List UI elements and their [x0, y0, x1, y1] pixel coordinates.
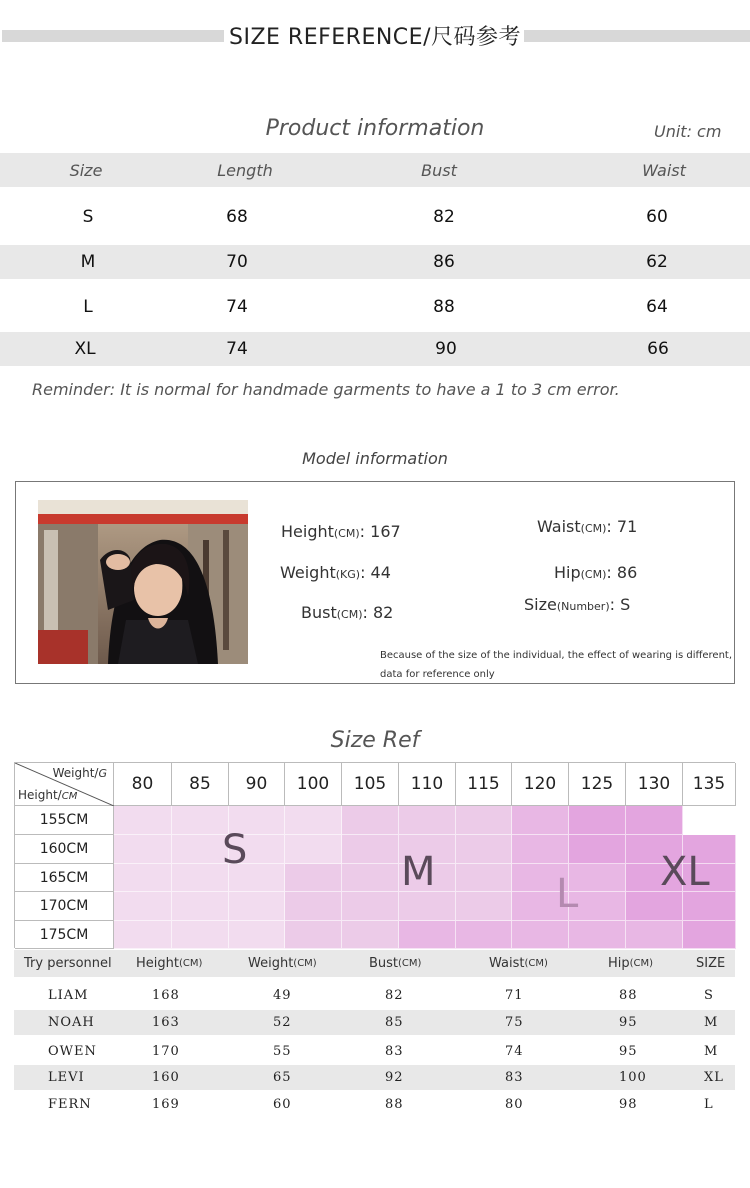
product-info-title: Product information — [265, 116, 485, 141]
model-note-line2: data for reference only — [380, 669, 495, 680]
size-cell — [342, 835, 399, 864]
size-cell — [512, 835, 569, 864]
cell-waist: 62 — [646, 252, 668, 272]
weight-header: 100 — [285, 763, 342, 806]
size-cell — [172, 835, 229, 864]
weight-header: 90 — [229, 763, 285, 806]
cell-length: 74 — [226, 297, 248, 317]
model-bust — [301, 603, 393, 622]
size-ref-grid — [14, 762, 735, 948]
cell-size: L — [83, 297, 93, 317]
model-hip-unit: (CM) — [580, 568, 607, 581]
tp-cell: 169 — [152, 1097, 180, 1112]
model-note-line1: Because of the size of the individual, the effect of wearing is different, — [380, 650, 733, 661]
product-table-header — [0, 153, 750, 187]
model-hip-label: Hip — [554, 563, 581, 582]
cell-length: 74 — [226, 339, 248, 359]
size-cell — [683, 892, 736, 921]
zone-letter-xl: XL — [660, 849, 710, 895]
tp-cell: XL — [704, 1070, 724, 1085]
tp-cell: S — [704, 988, 714, 1003]
tp-cell: 80 — [505, 1097, 524, 1112]
tp-cell: 100 — [619, 1070, 647, 1085]
tp-cell: 95 — [619, 1015, 638, 1030]
size-cell — [399, 892, 456, 921]
cell-bust: 86 — [433, 252, 455, 272]
size-cell — [456, 806, 512, 835]
tp-cell: LIAM — [48, 988, 89, 1003]
grid-corner — [15, 763, 114, 806]
tp-cell: 55 — [273, 1044, 292, 1059]
model-size-label: Size — [524, 595, 557, 614]
tp-header-unit: (CM) — [178, 958, 203, 969]
tp-header-cell — [608, 950, 653, 977]
height-label: 160CM — [15, 835, 114, 864]
tp-header-cell — [489, 950, 548, 977]
tp-header-unit: (CM) — [629, 958, 654, 969]
weight-header: 110 — [399, 763, 456, 806]
tp-cell: 83 — [385, 1044, 404, 1059]
size-cell — [626, 892, 683, 921]
cell-bust: 90 — [435, 339, 457, 359]
tp-header-unit: (CM) — [524, 958, 548, 969]
corner-weight-text: Weight — [52, 766, 95, 780]
tp-header-cell — [696, 950, 725, 977]
tp-cell: 92 — [385, 1070, 404, 1085]
size-cell — [285, 921, 342, 949]
table-row — [0, 245, 750, 279]
size-cell — [569, 921, 626, 949]
size-cell — [399, 921, 456, 949]
height-label: 170CM — [15, 892, 114, 921]
table-row — [14, 1010, 735, 1035]
col-length: Length — [217, 160, 273, 180]
table-row — [14, 1065, 735, 1090]
size-cell — [229, 921, 285, 949]
size-cell — [114, 864, 172, 892]
size-cell — [456, 921, 512, 949]
cell-size: S — [82, 207, 94, 227]
cell-size: M — [80, 252, 96, 272]
size-cell — [114, 921, 172, 949]
tp-header-cell — [24, 950, 112, 977]
model-weight-label: Weight — [280, 563, 336, 582]
tp-header-cell — [248, 950, 317, 977]
size-cell — [285, 892, 342, 921]
tp-header-label: Try personnel — [24, 956, 112, 971]
cell-waist: 66 — [647, 339, 669, 359]
table-row — [14, 1039, 735, 1064]
size-cell — [285, 806, 342, 835]
corner-height-text: Height — [18, 788, 58, 802]
model-size-unit: (Number) — [556, 600, 610, 613]
weight-header: 85 — [172, 763, 229, 806]
tp-cell: L — [704, 1097, 714, 1112]
tp-header-label: Height — [136, 956, 179, 971]
tp-header-cell — [136, 950, 202, 977]
weight-header: 130 — [626, 763, 683, 806]
tp-cell: 170 — [152, 1044, 180, 1059]
table-row — [0, 200, 750, 234]
size-cell — [456, 892, 512, 921]
corner-height-label: Height/CM — [18, 788, 78, 802]
model-bust-label: Bust — [301, 603, 337, 622]
model-weight — [280, 563, 391, 582]
model-waist — [537, 517, 637, 536]
cell-length: 68 — [226, 207, 248, 227]
model-height-label: Height — [281, 522, 334, 541]
size-cell — [172, 921, 229, 949]
tp-cell: 49 — [273, 988, 292, 1003]
size-ref-title: Size Ref — [330, 728, 420, 753]
model-size — [524, 595, 630, 614]
size-cell — [342, 921, 399, 949]
tp-cell: 163 — [152, 1015, 180, 1030]
model-waist-label: Waist — [537, 517, 581, 536]
model-bust-value: : 82 — [362, 603, 394, 622]
size-cell — [683, 921, 736, 949]
size-cell — [569, 806, 626, 835]
model-height-unit: (CM) — [333, 527, 360, 540]
model-waist-unit: (CM) — [580, 522, 607, 535]
model-hip-value: : 86 — [606, 563, 638, 582]
size-cell — [172, 892, 229, 921]
weight-header: 125 — [569, 763, 626, 806]
size-cell — [114, 835, 172, 864]
size-cell — [172, 864, 229, 892]
tp-cell: 160 — [152, 1070, 180, 1085]
tp-cell: 52 — [273, 1015, 292, 1030]
size-cell — [285, 835, 342, 864]
size-cell — [456, 835, 512, 864]
model-weight-unit: (KG) — [335, 568, 361, 581]
tp-header-label: Hip — [608, 956, 630, 971]
col-waist: Waist — [642, 160, 686, 180]
corner-height-unit: CM — [61, 791, 78, 802]
tp-cell: 65 — [273, 1070, 292, 1085]
tp-cell: LEVI — [48, 1070, 85, 1085]
size-cell — [342, 806, 399, 835]
cell-size: XL — [74, 339, 96, 359]
zone-letter-l: L — [556, 871, 579, 917]
weight-header: 105 — [342, 763, 399, 806]
tp-cell: 83 — [505, 1070, 524, 1085]
zone-letter-m: M — [401, 849, 436, 895]
size-cell — [683, 806, 736, 835]
model-weight-value: : 44 — [360, 563, 391, 582]
size-cell — [342, 864, 399, 892]
height-label: 165CM — [15, 864, 114, 892]
cell-length: 70 — [226, 252, 248, 272]
unit-label: Unit: cm — [654, 122, 722, 141]
size-cell — [342, 892, 399, 921]
tp-cell: 168 — [152, 988, 180, 1003]
table-row — [14, 983, 735, 1008]
tp-cell: M — [704, 1015, 719, 1030]
tp-cell: 88 — [385, 1097, 404, 1112]
model-bust-unit: (CM) — [336, 608, 363, 621]
weight-header: 80 — [114, 763, 172, 806]
tp-cell: 88 — [619, 988, 638, 1003]
size-cell — [569, 835, 626, 864]
zone-letter-s: S — [222, 827, 248, 873]
size-cell — [399, 806, 456, 835]
model-waist-value: : 71 — [606, 517, 638, 536]
tp-header-unit: (CM) — [293, 958, 317, 969]
model-photo — [38, 500, 248, 664]
height-label: 155CM — [15, 806, 114, 835]
size-cell — [114, 892, 172, 921]
model-height — [281, 522, 401, 541]
tp-header-label: Weight — [248, 956, 294, 971]
try-personnel-header — [14, 950, 735, 977]
tp-cell: FERN — [48, 1097, 92, 1112]
model-height-value: : 167 — [359, 522, 401, 541]
corner-weight-unit: G — [98, 767, 107, 780]
tp-cell: 75 — [505, 1015, 524, 1030]
tp-header-cell — [369, 950, 421, 977]
cell-waist: 60 — [646, 207, 668, 227]
tp-header-label: Bust — [369, 956, 399, 971]
tp-header-label: Waist — [489, 956, 525, 971]
tp-header-unit: (CM) — [398, 958, 422, 969]
reminder-text: Reminder: It is normal for handmade garments to have a 1 to 3 cm error. — [32, 380, 620, 399]
tp-cell: 98 — [619, 1097, 638, 1112]
model-info-title: Model information — [302, 449, 448, 468]
size-cell — [626, 921, 683, 949]
tp-header-label: SIZE — [696, 956, 726, 971]
header-line-left — [2, 30, 224, 42]
header-line-right — [524, 30, 750, 42]
size-cell — [114, 806, 172, 835]
height-label: 175CM — [15, 921, 114, 949]
weight-header: 120 — [512, 763, 569, 806]
tp-cell: 95 — [619, 1044, 638, 1059]
table-row — [14, 1092, 735, 1117]
model-hip — [554, 563, 637, 582]
tp-cell: 74 — [505, 1044, 524, 1059]
cell-bust: 88 — [433, 297, 455, 317]
weight-header: 115 — [456, 763, 512, 806]
size-cell — [285, 864, 342, 892]
weight-header: 135 — [683, 763, 736, 806]
cell-waist: 64 — [646, 297, 668, 317]
col-bust: Bust — [421, 160, 457, 180]
size-cell — [512, 806, 569, 835]
tp-cell: M — [704, 1044, 719, 1059]
table-row — [0, 290, 750, 324]
size-cell — [172, 806, 229, 835]
tp-cell: NOAH — [48, 1015, 95, 1030]
col-size: Size — [69, 160, 103, 180]
table-row — [0, 332, 750, 366]
tp-cell: 85 — [385, 1015, 404, 1030]
size-cell — [456, 864, 512, 892]
tp-cell: OWEN — [48, 1044, 97, 1059]
size-cell — [626, 806, 683, 835]
corner-weight-label: Weight/G — [52, 766, 107, 780]
cell-bust: 82 — [433, 207, 455, 227]
size-cell — [512, 921, 569, 949]
tp-cell: 60 — [273, 1097, 292, 1112]
size-cell — [229, 892, 285, 921]
tp-cell: 82 — [385, 988, 404, 1003]
model-size-value: : S — [609, 595, 631, 614]
page-title: SIZE REFERENCE/尺码参考 — [226, 20, 524, 51]
tp-cell: 71 — [505, 988, 524, 1003]
